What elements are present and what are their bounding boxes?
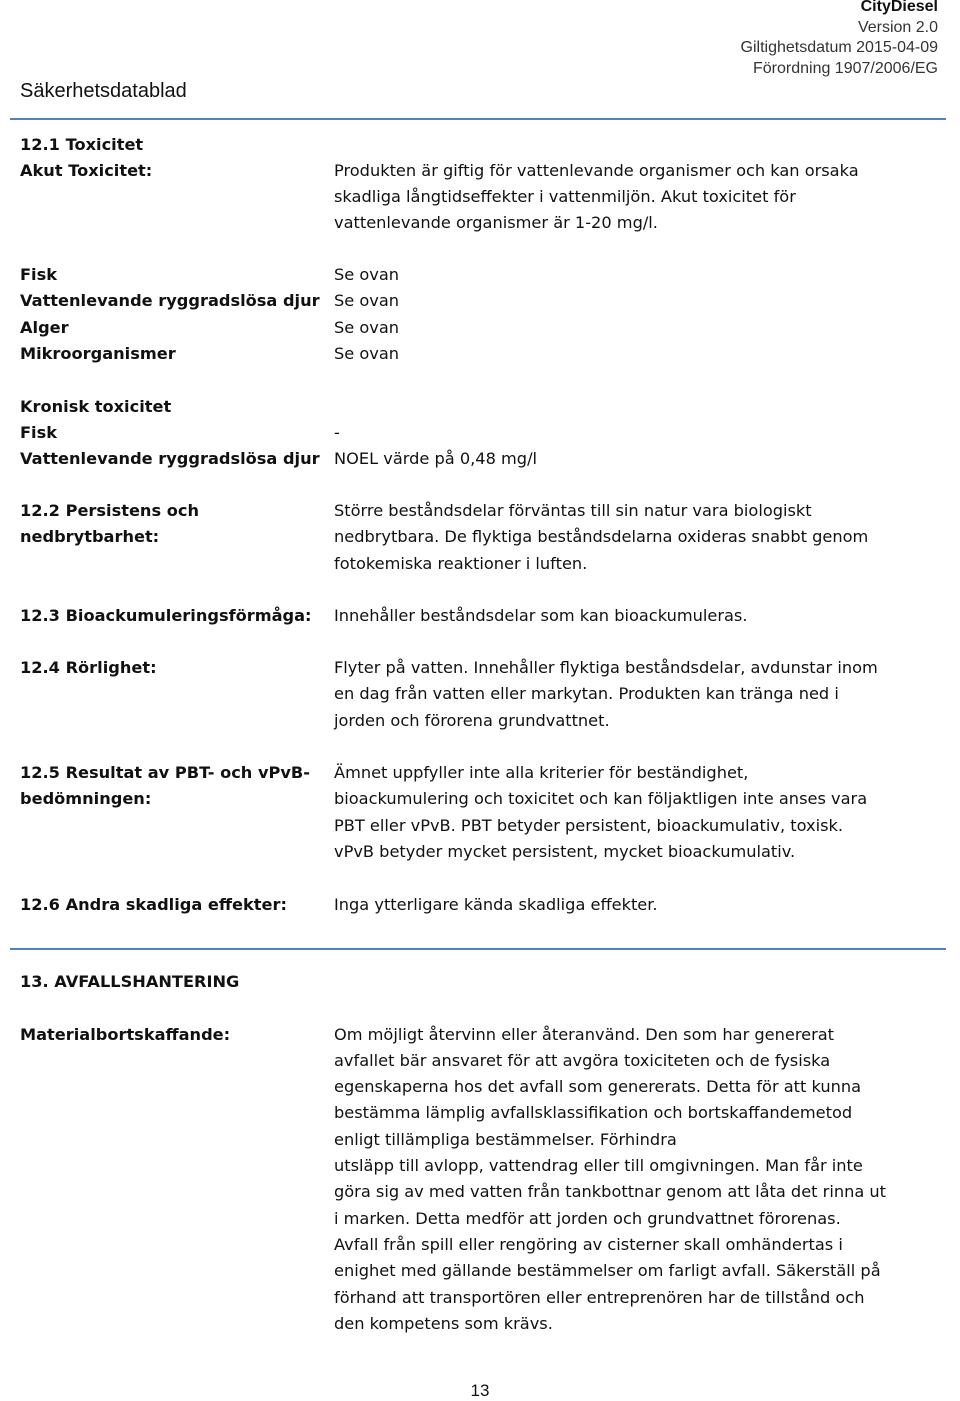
section-12-3-label: 12.3 Bioackumuleringsförmåga: [20, 606, 312, 625]
row-value-microorganisms: Se ovan [334, 344, 400, 363]
disposal-line: enligt tillämpliga bestämmelser. Förhindra [334, 1130, 677, 1149]
pbt-line: PBT eller vPvB. PBT betyder persistent, bioackumulativ, toxisk. [334, 816, 844, 835]
validity-date: Giltighetsdatum 2015-04-09 [740, 39, 938, 56]
bioaccumulation-value: Innehåller beståndsdelar som kan bioackumuleras. [334, 606, 748, 625]
mobility-line: Flyter på vatten. Innehåller flyktiga beståndsdelar, avdunstar inom [334, 658, 878, 677]
chronic-value-fish: - [334, 423, 340, 442]
disposal-line: den kompetens som krävs. [334, 1314, 553, 1333]
acute-toxicity-line: Produkten är giftig för vattenlevande organismer och kan orsaka [334, 161, 859, 180]
chronic-label-invertebrates: Vattenlevande ryggradslösa djur [20, 449, 320, 468]
mobility-line: jorden och förorena grundvattnet. [334, 711, 610, 730]
section-12-6-label: 12.6 Andra skadliga effekter: [20, 895, 287, 914]
row-label-microorganisms: Mikroorganismer [20, 344, 176, 363]
row-value-algae: Se ovan [334, 318, 400, 337]
persistence-line: nedbrytbara. De flyktiga beståndsdelarna oxideras snabbt genom [334, 527, 869, 546]
section-12-5-label: bedömningen: [20, 789, 152, 808]
row-value-invertebrates: Se ovan [334, 291, 400, 310]
regulation: Förordning 1907/2006/EG [752, 59, 938, 77]
version: Version 2.0 [857, 18, 938, 36]
chronic-toxicity-heading: Kronisk toxicitet [20, 397, 172, 416]
disposal-line: avfallet bär ansvaret för att avgöra toxiciteten och de fysiska [334, 1051, 831, 1070]
disposal-label: Materialbortskaffande: [20, 1025, 231, 1044]
mobility-line: en dag från vatten eller markytan. Produkten kan tränga ned i [334, 684, 839, 703]
section-12-4-label: 12.4 Rörlighet: [20, 658, 157, 677]
document-title: Säkerhetsdatablad [20, 80, 187, 102]
pbt-line: vPvB betyder mycket persistent, mycket bioackumulativ. [334, 842, 796, 861]
section-12-2-label: nedbrytbarhet: [20, 527, 160, 546]
section-12-5-label: 12.5 Resultat av PBT- och vPvB- [20, 763, 310, 782]
acute-toxicity-line: vattenlevande organismer är 1-20 mg/l. [334, 213, 658, 232]
header-divider [10, 118, 946, 120]
disposal-line: i marken. Detta medför att jorden och grundvattnet förorenas. [334, 1209, 841, 1228]
disposal-line: enighet med gällande bestämmelser om farligt avfall. Säkerställ på [334, 1261, 881, 1280]
section-divider [10, 948, 946, 950]
chronic-label-fish: Fisk [20, 423, 58, 442]
disposal-line: utsläpp till avlopp, vattendrag eller till omgivningen. Man får inte [334, 1156, 863, 1175]
other-effects-value: Inga ytterligare kända skadliga effekter. [334, 895, 658, 914]
disposal-line: göra sig av med vatten från tankbottnar genom att låta det rinna ut [334, 1182, 887, 1201]
disposal-line: egenskaperna hos det avfall som genererats. Detta för att kunna [334, 1077, 862, 1096]
product-name: CityDiesel [860, 0, 938, 15]
row-label-fish: Fisk [20, 265, 58, 284]
acute-toxicity-line: skadliga långtidseffekter i vattenmiljön. Akut toxicitet för [334, 187, 796, 206]
disposal-line: bestämma lämplig avfallsklassifikation och bortskaffandemetod [334, 1103, 853, 1122]
disposal-line: Om möjligt återvinn eller återanvänd. Den som har genererat [334, 1025, 835, 1044]
row-label-algae: Alger [20, 318, 69, 337]
section-12-1-heading: 12.1 Toxicitet [20, 135, 144, 154]
persistence-line: Större beståndsdelar förväntas till sin natur vara biologiskt [334, 501, 812, 520]
disposal-line: förhand att transportören eller entreprenören har de tillstånd och [334, 1288, 865, 1307]
acute-toxicity-label: Akut Toxicitet: [20, 161, 153, 180]
page-number: 13 [470, 1381, 490, 1400]
pbt-line: bioackumulering och toxicitet och kan följaktligen inte anses vara [334, 789, 868, 808]
pbt-line: Ämnet uppfyller inte alla kriterier för beständighet, [334, 763, 749, 782]
row-label-invertebrates: Vattenlevande ryggradslösa djur [20, 291, 320, 310]
chronic-value-invertebrates: NOEL värde på 0,48 mg/l [334, 449, 538, 468]
disposal-line: Avfall från spill eller rengöring av cisterner skall omhändertas i [334, 1235, 843, 1254]
persistence-line: fotokemiska reaktioner i luften. [334, 554, 588, 573]
row-value-fish: Se ovan [334, 265, 400, 284]
section-12-2-label: 12.2 Persistens och [20, 501, 199, 520]
section-13-heading: 13. AVFALLSHANTERING [20, 972, 240, 991]
document-header-info [741, 0, 938, 79]
